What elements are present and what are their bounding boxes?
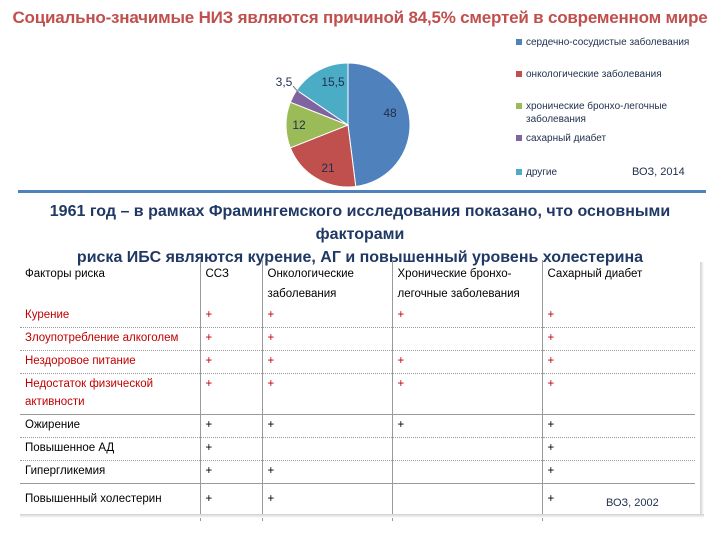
risk-factor: Ожирение: [20, 415, 200, 438]
table-cell: +: [542, 415, 695, 438]
table-row: [20, 351, 695, 374]
column-header: Онкологические заболевания: [262, 260, 392, 305]
table-cell: +: [542, 461, 695, 484]
legend-item: [516, 68, 706, 81]
table-cell: +: [200, 438, 262, 461]
risk-factor: Повышенное АД: [20, 438, 200, 461]
risk-factor: Курение: [20, 305, 200, 328]
table-cell: [392, 438, 542, 461]
table-cell: +: [200, 461, 262, 484]
risk-factor: Нездоровое питание: [20, 351, 200, 374]
legend-label: другие: [526, 167, 558, 178]
table-cell: +: [200, 305, 262, 328]
table-cell: +: [392, 374, 542, 415]
table-row: [20, 461, 695, 484]
table-cell: +: [262, 374, 392, 415]
pie-data-label: 48: [383, 106, 397, 120]
risk-factors-table: [20, 260, 695, 521]
table-cell: +: [262, 415, 392, 438]
pie-data-label: 15,5: [321, 75, 345, 89]
legend-label: онкологические заболевания: [526, 69, 662, 80]
table-cell: +: [392, 415, 542, 438]
table-cell: +: [200, 374, 262, 415]
column-header: Факторы риска: [25, 268, 105, 280]
table-cell: +: [200, 415, 262, 438]
table-cell: +: [262, 328, 392, 351]
slide-title: Социально-значимые НИЗ являются причиной 84,5% смертей в современном мире: [12, 8, 708, 27]
pie-data-label: 21: [321, 161, 335, 175]
table-cell: +: [392, 305, 542, 328]
table-cell: +: [542, 351, 695, 374]
table-cell: +: [542, 328, 695, 351]
legend-label: сердечно-сосудистые заболевания: [526, 37, 690, 48]
pie-data-label: 3,5: [275, 75, 293, 89]
legend-swatch: [516, 169, 522, 175]
legend-item: [516, 100, 706, 126]
table-shadow: [700, 262, 704, 518]
legend-swatch: [516, 103, 522, 109]
pie-data-label: 12: [292, 118, 306, 132]
table-header-row: [20, 260, 695, 305]
risk-factor: Гипергликемия: [20, 461, 200, 484]
legend-swatch: [516, 71, 522, 77]
legend-item: [516, 132, 706, 145]
table-row: [20, 328, 695, 351]
column-header: ССЗ: [200, 260, 262, 305]
legend-item: [516, 36, 706, 49]
legend-label: сахарный диабет: [526, 133, 607, 144]
subtitle-line: 1961 год – в рамках Фрамингемского исследования показано, что основными факторами: [49, 203, 671, 243]
pie-slice: [348, 63, 410, 187]
table-cell: +: [542, 484, 695, 522]
legend-swatch: [516, 39, 522, 45]
table-shadow: [20, 514, 704, 518]
table-row: [20, 305, 695, 328]
table-cell: +: [262, 484, 392, 522]
table-row: [20, 374, 695, 415]
table-cell: +: [542, 374, 695, 415]
risk-factor: Недостаток физической активности: [20, 374, 200, 415]
table-source: ВОЗ, 2002: [606, 497, 659, 509]
table-cell: [392, 461, 542, 484]
legend-label: хронические бронхо-легочные заболевания: [526, 101, 668, 125]
risk-factor: Злоупотребление алкоголем: [20, 328, 200, 351]
table-cell: +: [542, 305, 695, 328]
subtitle: [10, 200, 710, 269]
table-row: [20, 438, 695, 461]
table-cell: +: [200, 484, 262, 522]
table-cell: +: [262, 351, 392, 374]
divider: [18, 190, 706, 193]
column-header: Хронические бронхо-легочные заболевания: [392, 260, 542, 305]
table-row: [20, 415, 695, 438]
table-cell: +: [542, 438, 695, 461]
legend-swatch: [516, 135, 522, 141]
table-cell: +: [262, 461, 392, 484]
table-cell: +: [262, 305, 392, 328]
table-cell: +: [392, 351, 542, 374]
table-cell: +: [200, 351, 262, 374]
table-cell: [392, 328, 542, 351]
table-cell: [262, 438, 392, 461]
column-header: Сахарный диабет: [542, 260, 695, 305]
risk-factor: Повышенный холестерин: [25, 493, 162, 505]
table-cell: +: [200, 328, 262, 351]
subtitle-line: риска ИБС являются курение, АГ и повышенный уровень холестерина: [76, 249, 644, 266]
chart-source: ВОЗ, 2014: [632, 166, 685, 178]
